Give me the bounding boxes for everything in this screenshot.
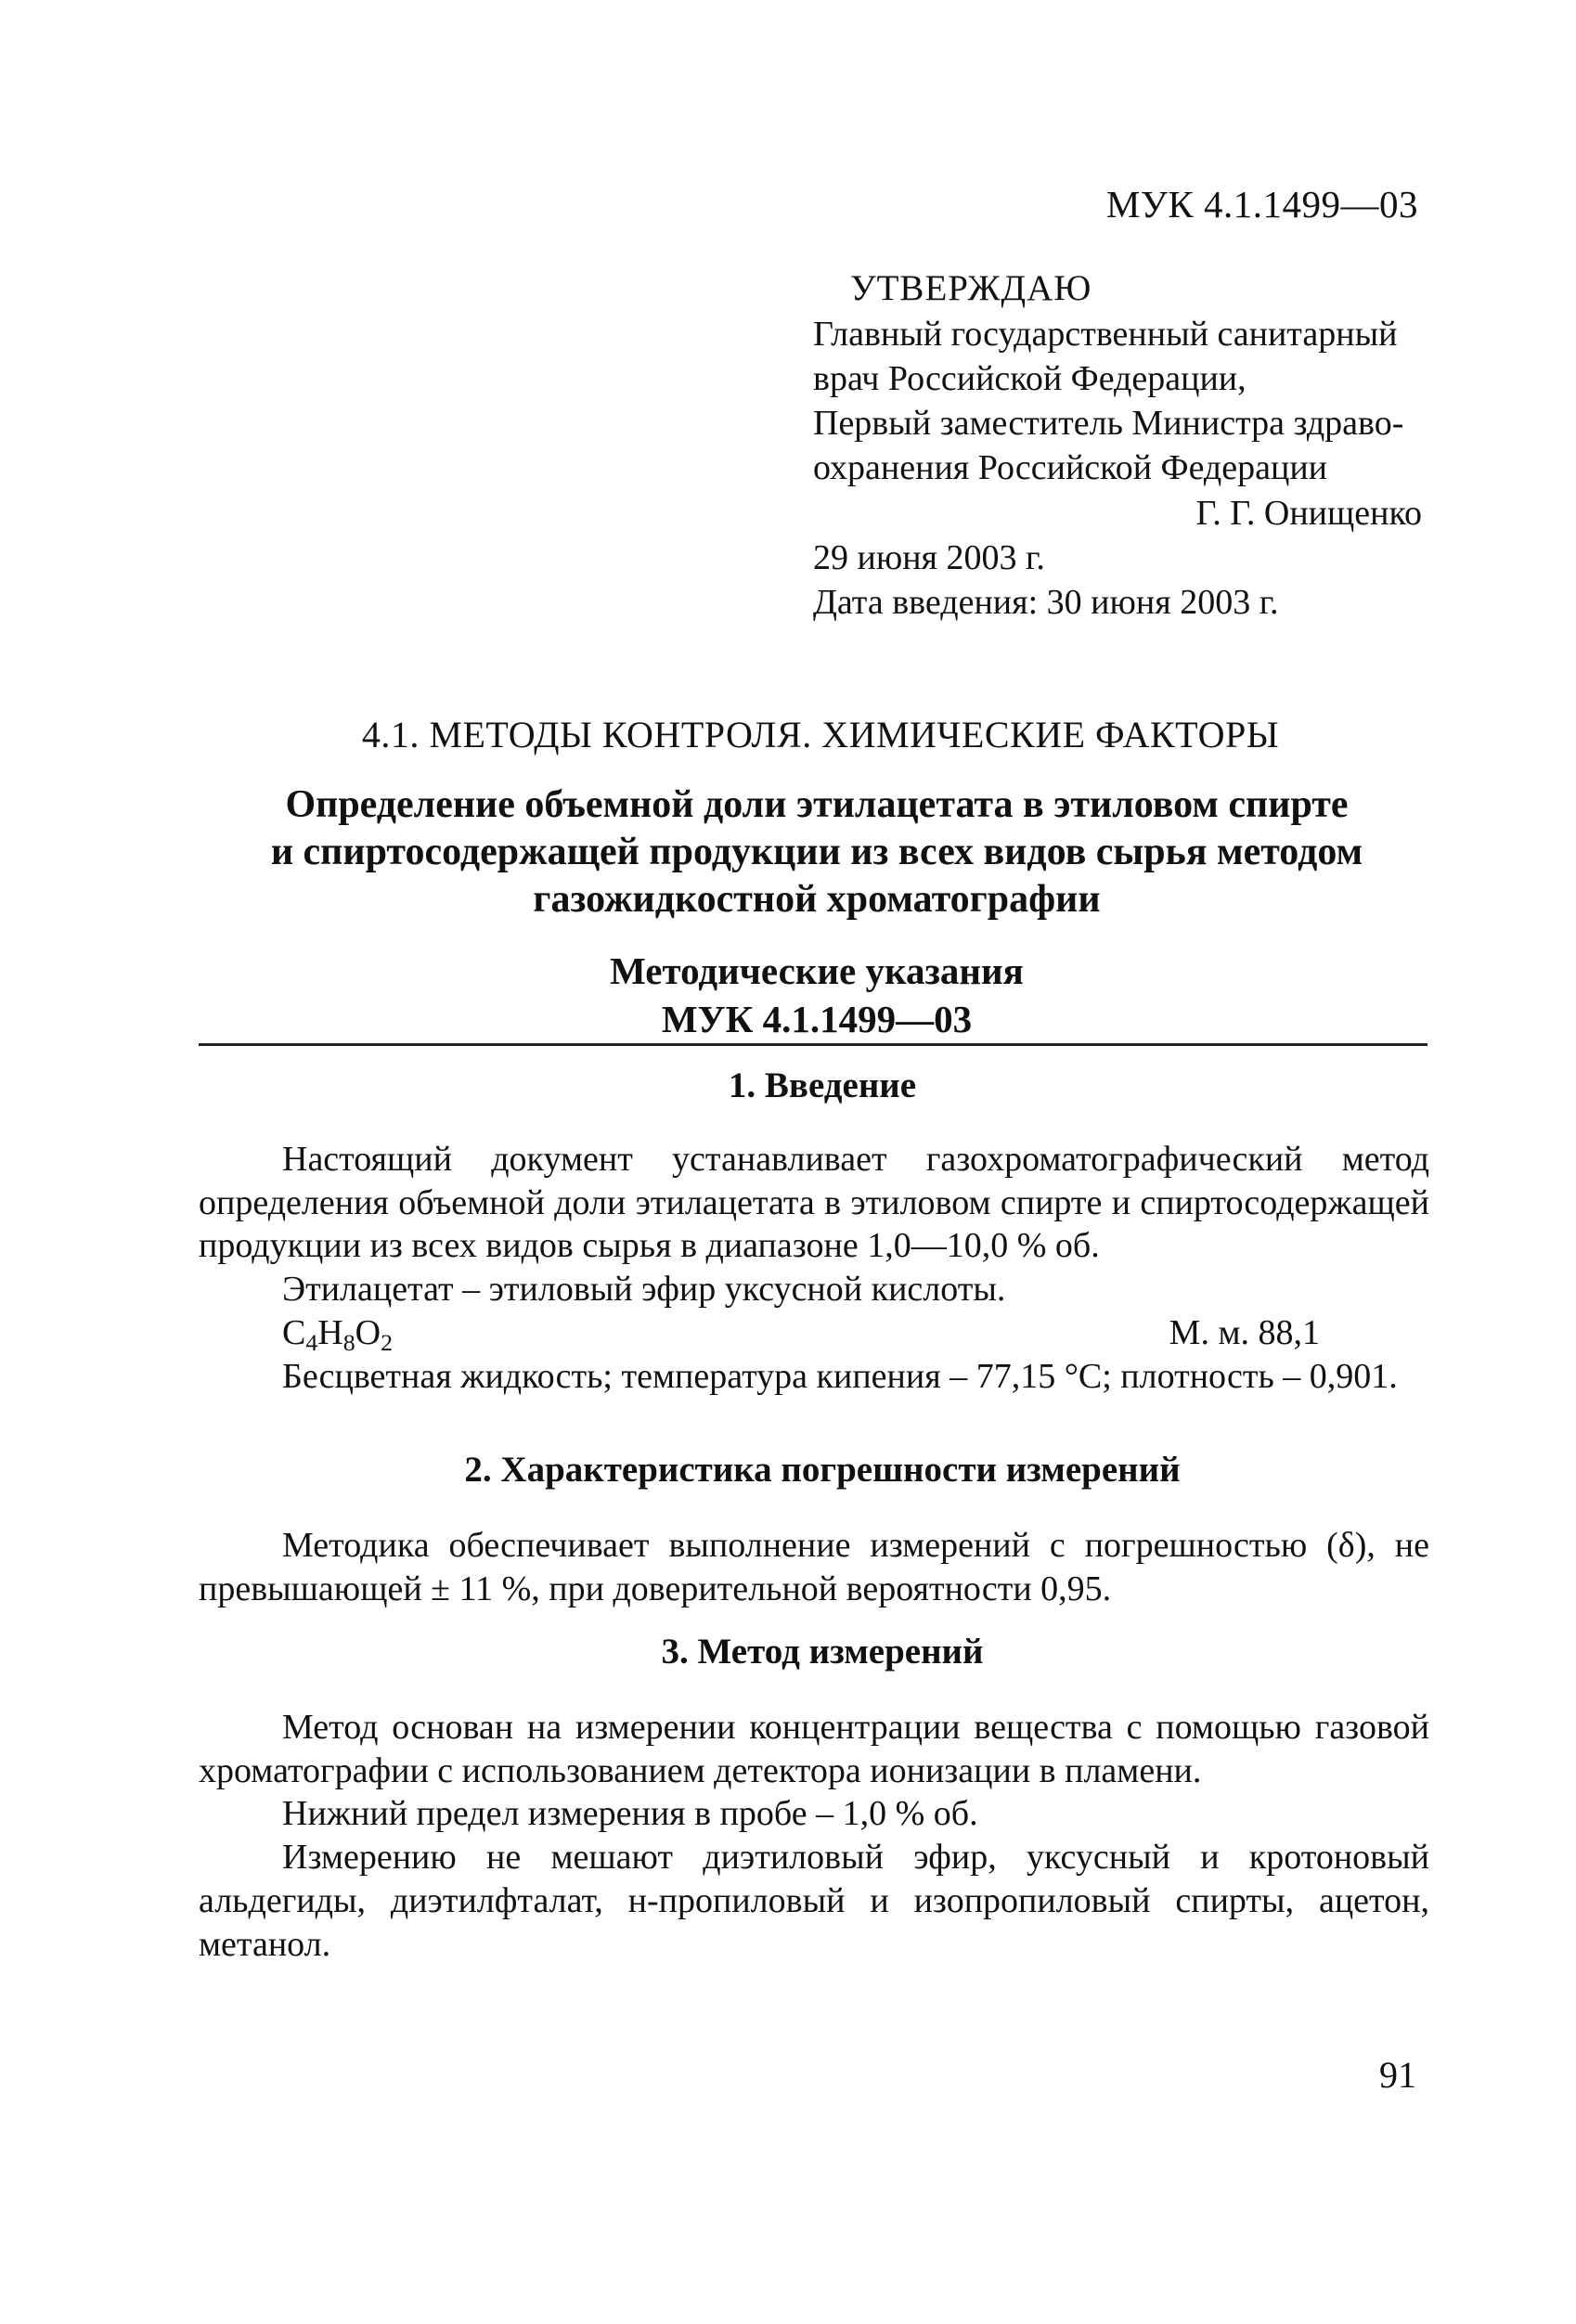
document-subtitle <box>186 947 1448 1043</box>
approval-date: 29 июня 2003 г. <box>813 537 1045 577</box>
section-heading: 3. Метод измерений <box>661 1632 984 1672</box>
section-heading: 2. Характеристика погрешности измерений <box>464 1450 1181 1490</box>
title-line: газожидкостной хроматографии <box>533 878 1101 922</box>
document-title <box>186 781 1448 924</box>
approval-line: Главный государственный санитарный <box>813 314 1398 354</box>
horizontal-rule <box>199 1043 1427 1046</box>
approval-line: охранения Российской Федерации <box>813 448 1328 488</box>
formula-row <box>199 1311 1429 1355</box>
approval-block <box>813 265 1426 625</box>
approval-signer: Г. Г. Онищенко <box>1195 493 1422 533</box>
section-measurement-method <box>199 1630 1429 1966</box>
section-introduction <box>199 1064 1429 1398</box>
section-heading: 1. Введение <box>728 1065 917 1105</box>
effective-date: Дата введения: 30 июня 2003 г. <box>813 583 1279 623</box>
approval-line: Первый заместитель Министра здраво- <box>813 404 1404 444</box>
paragraph: Бесцветная жидкость; температура кипения – 77,15 °С; плотность – 0,901. <box>282 1356 1398 1396</box>
chemical-formula: $C_4H_8O_2$ <box>282 1312 394 1357</box>
approval-line: врач Российской Федерации, <box>813 358 1247 398</box>
subtitle-line: МУК 4.1.1499—03 <box>661 998 973 1041</box>
paragraph: Методика обеспечивает выполнение измерений с погрешностью (δ), не превышающей ± 11 %, при доверительной вероятности 0,95. <box>199 1525 1429 1608</box>
paragraph: Измерению не мешают диэтиловый эфир, уксусный и кротоновый альдегиды, диэтилфталат, н-пропиловый и изопропиловый спирты, ацетон, метанол. <box>199 1838 1429 1964</box>
paragraph: Нижний предел измерения в пробе – 1,0 % об. <box>282 1794 978 1834</box>
molar-mass: М. м. 88,1 <box>1169 1312 1320 1352</box>
page-number: 91 <box>1379 2054 1416 2096</box>
paragraph: Настоящий документ устанавливает газохроматографический метод определения объемной доли этилацетата в этиловом спирте и спиртосодержащей продукции из всех видов сырья в диапазоне 1,0—10,0 % об. <box>199 1139 1429 1266</box>
section-error-characteristics <box>199 1448 1429 1610</box>
paragraph: Метод основан на измерении концентрации вещества с помощью газовой хроматографии с использованием детектора ионизации в пламени. <box>199 1707 1429 1790</box>
approval-heading: УТВЕРЖДАЮ <box>850 268 1092 308</box>
title-line: и спиртосодержащей продукции из всех видов сырья методом <box>270 831 1363 874</box>
title-line: Определение объемной доли этилацетата в этиловом спирте <box>285 783 1349 826</box>
document-code: МУК 4.1.1499—03 <box>1105 183 1418 226</box>
series-heading: 4.1. МЕТОДЫ КОНТРОЛЯ. ХИМИЧЕСКИЕ ФАКТОРЫ <box>361 714 1280 755</box>
subtitle-line: Методические указания <box>610 949 1024 992</box>
paragraph: Этилацетат – этиловый эфир уксусной кислоты. <box>282 1270 1006 1310</box>
